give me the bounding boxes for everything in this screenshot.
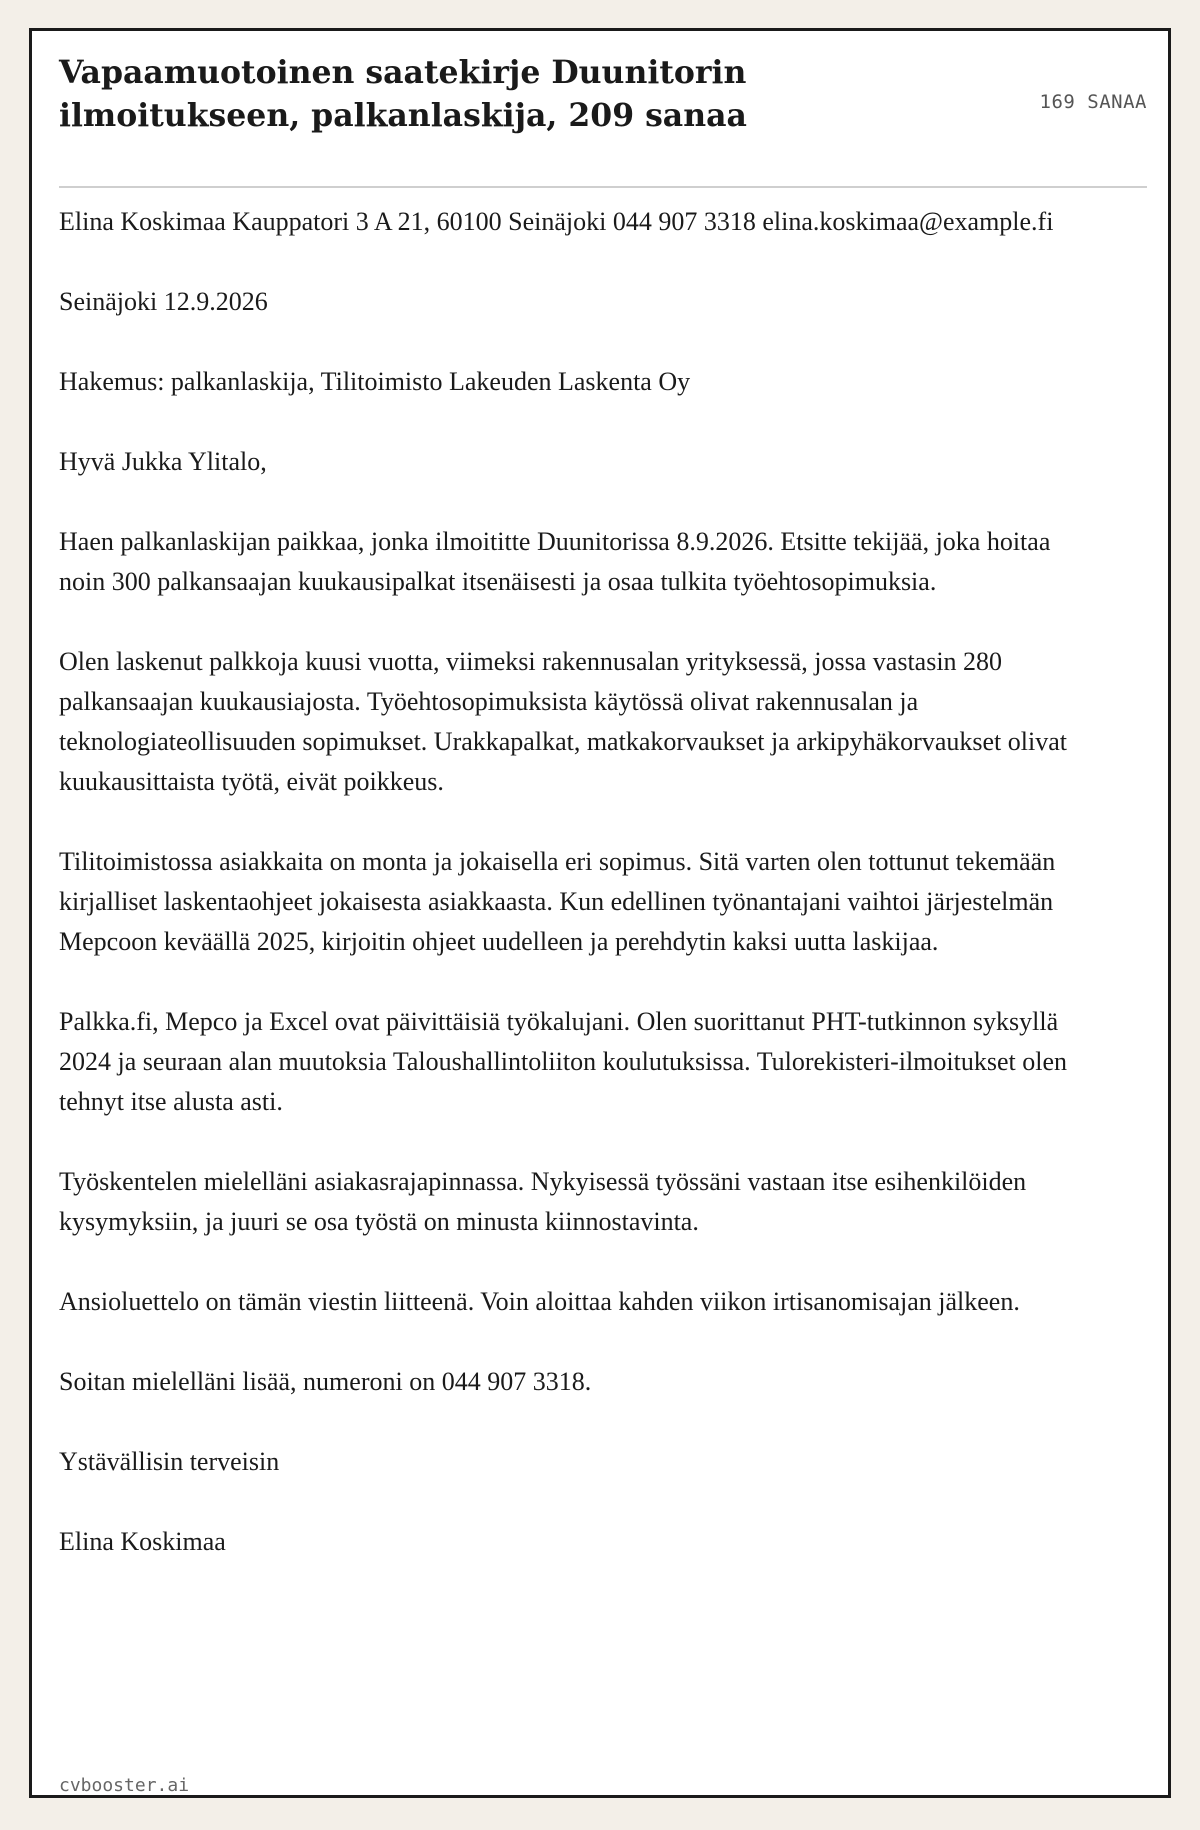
body-paragraph: Palkka.fi, Mepco ja Excel ovat päivittäisiä työkalujani. Olen suorittanut PHT-tutkinnon syksyllä 2024 ja seuraan alan muutoksia Taloushallintoliiton koulutuksissa. Tulorekisteri-ilmoitukset olen tehnyt itse alusta asti. — [59, 1007, 1067, 1116]
letter-sheet — [29, 28, 1171, 1798]
letter-signature: Elina Koskimaa — [59, 1527, 226, 1556]
body-paragraph: Olen laskenut palkkoja kuusi vuotta, viimeksi rakennusalan yrityksessä, jossa vastasin 280 palkansaajan kuukausiajosta. Työehtosopimuksista käytössä olivat rakennusalan ja teknologiateollisuuden sopimukset. Urakkapalkat, matkakorvaukset ja arkipyhäkorvaukset olivat kuukausittaista työtä, eivät poikkeus. — [59, 647, 1067, 796]
body-paragraph: Ansioluettelo on tämän viestin liitteenä. Voin aloittaa kahden viikon irtisanomisajan jälkeen. — [59, 1287, 1020, 1316]
letter-body — [59, 202, 1079, 1602]
document-header — [59, 51, 1147, 188]
body-paragraph: Työskentelen mielelläni asiakasrajapinnassa. Nykyisessä työssäni vastaan itse esihenkilöiden kysymyksiin, ja juuri se osa työstä on minusta kiinnostavinta. — [59, 1167, 1027, 1236]
brand-footer: cvbooster.ai — [59, 1775, 190, 1796]
body-paragraph: Soitan mielelläni lisää, numeroni on 044 907 3318. — [59, 1367, 592, 1396]
letter-closing: Ystävällisin terveisin — [59, 1447, 280, 1476]
word-count-label: 169 SANAA — [1039, 91, 1147, 113]
body-paragraph: Tilitoimistossa asiakkaita on monta ja jokaisella eri sopimus. Sitä varten olen tottunut tekemään kirjalliset laskentaohjeet jokaisesta asiakkaasta. Kun edellinen työnantajani vaihtoi järjestelmän Mepcoon keväällä 2025, kirjoitin ohjeet uudelleen ja perehdytin kaksi uutta laskijaa. — [59, 847, 1056, 956]
body-paragraph: Haen palkanlaskijan paikkaa, jonka ilmoititte Duunitorissa 8.9.2026. Etsitte tekijää, joka hoitaa noin 300 palkansaajan kuukausipalkat itsenäisesti ja osaa tulkita työehtosopimuksia. — [59, 527, 1051, 596]
letter-greeting: Hyvä Jukka Ylitalo, — [59, 447, 267, 476]
document-title: Vapaamuotoinen saatekirje Duunitorin ilmoitukseen, palkanlaskija, 209 sanaa — [59, 54, 747, 134]
sender-details: Elina Koskimaa Kauppatori 3 A 21, 60100 Seinäjoki 044 907 3318 elina.koskimaa@example.fi — [59, 207, 1054, 236]
letter-subject: Hakemus: palkanlaskija, Tilitoimisto Lakeuden Laskenta Oy — [59, 367, 691, 396]
place-and-date: Seinäjoki 12.9.2026 — [59, 287, 268, 316]
